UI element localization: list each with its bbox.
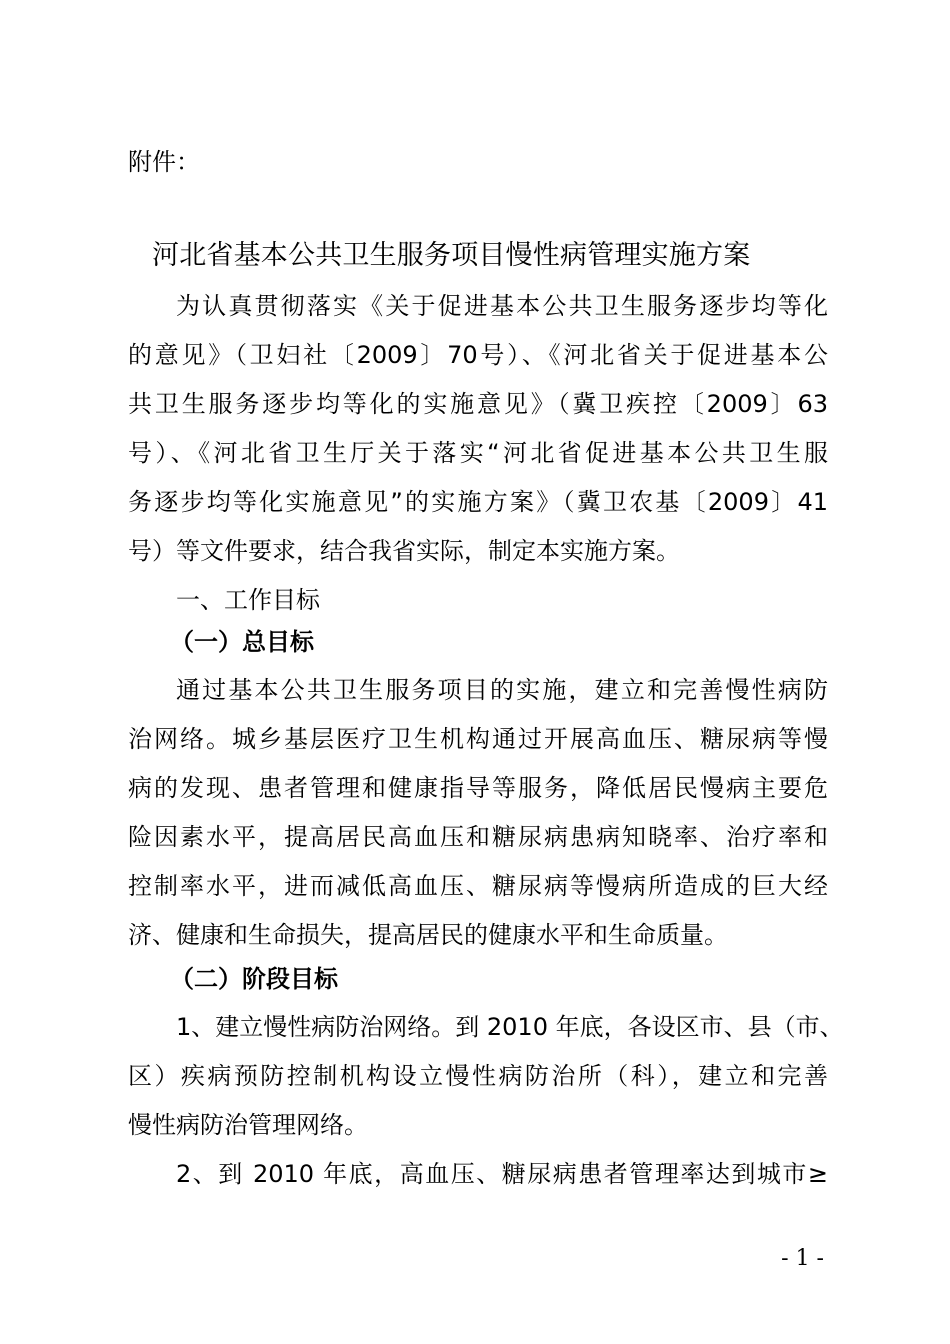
paragraph-line: 1、建立慢性病防治网络。到 2010 年底，各设区市、县（市、 [176, 1013, 844, 1041]
paragraph-line: 慢性病防治管理网络。 [128, 1111, 368, 1139]
intro-line: 号）、《河北省卫生厅关于落实“河北省促进基本公共卫生服 [128, 439, 828, 467]
paragraph-line: 2、到 2010 年底，高血压、糖尿病患者管理率达到城市≥ [176, 1160, 828, 1188]
paragraph-line: 病的发现、患者管理和健康指导等服务，降低居民慢病主要危 [128, 774, 828, 802]
attachment-label: 附件： [128, 148, 200, 176]
subsection-heading: （一）总目标 [170, 628, 314, 656]
intro-line: 共卫生服务逐步均等化的实施意见》（冀卫疾控〔2009〕63 [128, 390, 828, 418]
section-heading: 一、工作目标 [176, 586, 320, 614]
paragraph-line: 通过基本公共卫生服务项目的实施，建立和完善慢性病防 [176, 676, 828, 704]
intro-line: 的意见》（卫妇社〔2009〕70号）、《河北省关于促进基本公 [128, 341, 828, 369]
paragraph-line: 治网络。城乡基层医疗卫生机构通过开展高血压、糖尿病等慢 [128, 725, 828, 753]
intro-line: 号）等文件要求，结合我省实际，制定本实施方案。 [128, 537, 680, 565]
page-number: - 1 - [781, 1246, 824, 1271]
paragraph-line: 险因素水平，提高居民高血压和糖尿病患病知晓率、治疗率和 [128, 823, 828, 851]
document-title: 河北省基本公共卫生服务项目慢性病管理实施方案 [152, 240, 751, 271]
intro-line: 为认真贯彻落实《关于促进基本公共卫生服务逐步均等化 [176, 292, 828, 320]
subsection-heading: （二）阶段目标 [170, 965, 338, 993]
paragraph-line: 济、健康和生命损失，提高居民的健康水平和生命质量。 [128, 921, 728, 949]
paragraph-line: 控制率水平，进而减低高血压、糖尿病等慢病所造成的巨大经 [128, 872, 828, 900]
intro-line: 务逐步均等化实施意见”的实施方案》（冀卫农基〔2009〕41 [128, 488, 828, 516]
paragraph-line: 区）疾病预防控制机构设立慢性病防治所（科），建立和完善 [128, 1062, 828, 1090]
